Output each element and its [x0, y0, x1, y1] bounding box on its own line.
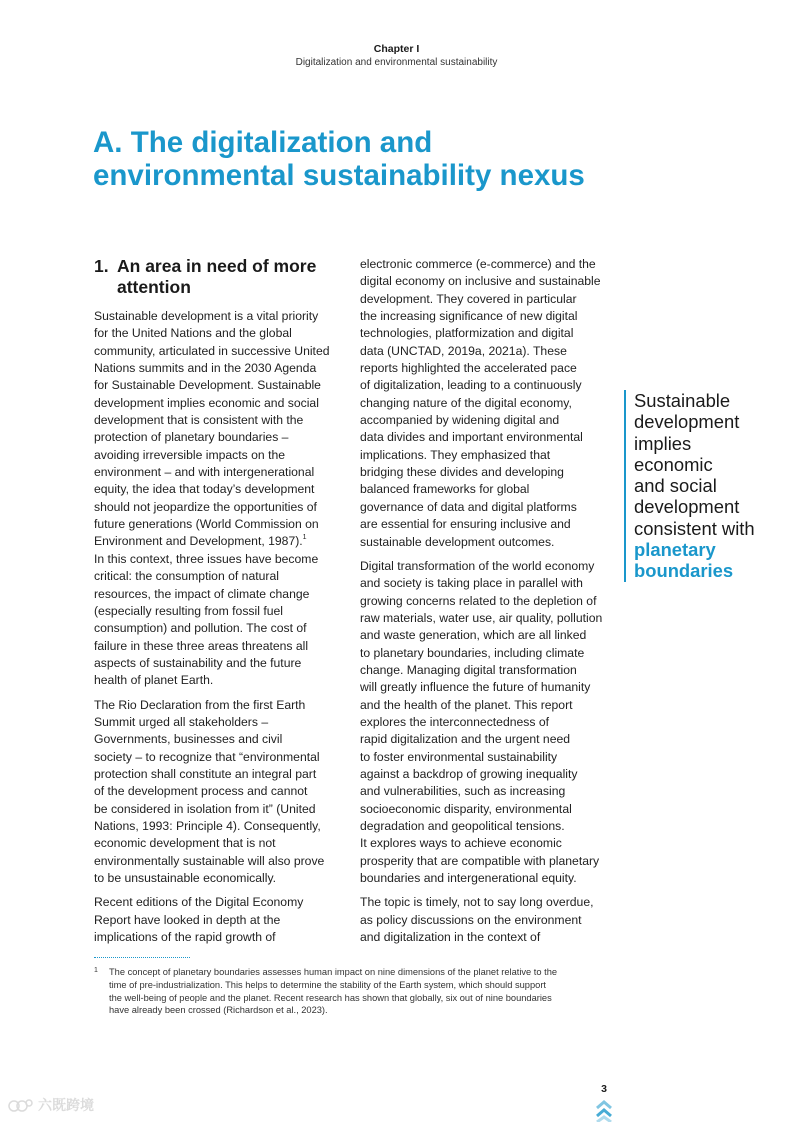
text-line: economic development that is not	[94, 836, 276, 851]
text-line: will greatly influence the future of humanity	[360, 680, 591, 695]
text-line: growing concerns related to the depletion of	[360, 593, 597, 608]
text-line: change. Managing digital transformation	[360, 662, 577, 677]
text-line: boundaries and intergenerational equity.	[360, 871, 577, 886]
text-line: governance of data and digital platforms	[360, 499, 577, 514]
text-line: Summit urged all stakeholders –	[94, 714, 269, 729]
text-line: environmentally sustainable will also prove	[94, 853, 325, 868]
text-line: avoiding irreversible impacts on the	[94, 447, 286, 462]
text-line: In this context, three issues have become	[94, 551, 319, 566]
text-line: development implies economic and social	[94, 395, 319, 410]
text-line: to planetary boundaries, including climate	[360, 645, 585, 660]
text-line: environment – and with intergenerational	[94, 465, 315, 480]
pull-quote-line: and social	[634, 475, 717, 497]
text-line: explores the interconnectedness of	[360, 714, 550, 729]
chapter-subtitle: Digitalization and environmental sustainability	[295, 57, 498, 68]
text-line: for the United Nations and the global	[94, 326, 292, 341]
running-header	[0, 42, 793, 70]
page-number: 3	[601, 1083, 607, 1095]
text-line: (especially resulting from fossil fuel	[94, 603, 283, 618]
subsection-heading-line: An area in need of more	[117, 256, 317, 276]
footnote-text	[109, 966, 557, 1017]
text-line: of digitalization, leading to a continuously	[360, 378, 582, 393]
text-line: digital economy on inclusive and sustainable	[360, 274, 601, 289]
pull-quote-line: development	[634, 411, 740, 433]
text-line: data (UNCTAD, 2019a, 2021a). These	[360, 343, 567, 358]
text-line: should not jeopardize the opportunities of	[94, 499, 317, 514]
text-line: critical: the consumption of natural	[94, 569, 279, 584]
paragraph	[360, 894, 608, 946]
text-line: are essential for ensuring inclusive and	[360, 517, 571, 532]
text-line: for Sustainable Development. Sustainable	[94, 378, 321, 393]
text-line: be considered in isolation from it” (United	[94, 801, 316, 816]
chapter-label: Chapter I	[373, 43, 420, 55]
text-line: protection shall constitute an integral part	[94, 766, 317, 781]
paragraph	[94, 894, 340, 946]
text-line: society – to recognize that “environmental	[94, 749, 320, 764]
text-line: failure in these three areas threatens all	[94, 638, 309, 653]
text-line: Governments, businesses and civil	[94, 732, 283, 747]
text-line: as policy discussions on the environment	[360, 912, 582, 927]
text-line: Report have looked in depth at the	[94, 912, 281, 927]
text-line: electronic commerce (e-commerce) and the	[360, 257, 596, 271]
subsection-heading-line: attention	[117, 277, 191, 297]
text-column-left	[94, 256, 340, 953]
text-line: raw materials, water use, air quality, pollution	[360, 610, 603, 625]
text-line: health of planet Earth.	[94, 673, 214, 688]
text-line: changing nature of the digital economy,	[360, 395, 572, 410]
pull-quote-line: economic	[634, 453, 713, 475]
text-line: balanced frameworks for global	[360, 482, 530, 497]
text-line-part: Environment and Development, 1987).	[94, 534, 303, 549]
text-line: implications. They emphasized that	[360, 447, 551, 462]
watermark-logo-icon	[8, 1097, 34, 1113]
text-line: sustainable development outcomes.	[360, 534, 555, 549]
footnote-line: The concept of planetary boundaries assesses human impact on nine dimensions of the planet relative to the	[109, 967, 558, 977]
text-line: against a backdrop of growing inequality	[360, 766, 578, 781]
footnote-divider	[94, 957, 190, 958]
pull-quote-line: Sustainable	[634, 390, 731, 411]
footnote	[94, 966, 606, 1017]
paragraph	[94, 308, 340, 690]
text-line: resources, the impact of climate change	[94, 586, 310, 601]
footnote-reference[interactable]: 1	[302, 534, 307, 542]
text-line: and waste generation, which are all linked	[360, 628, 587, 643]
text-line: data divides and important environmental	[360, 430, 583, 445]
paragraph	[94, 697, 340, 888]
text-line: and the health of the planet. This report	[360, 697, 573, 712]
section-title	[93, 126, 713, 192]
text-line: to foster environmental sustainability	[360, 749, 558, 764]
text-line: reports highlighted the accelerated pace	[360, 361, 577, 376]
pull-quote-emphasis: boundaries	[634, 560, 734, 582]
text-line: development. They covered in particular	[360, 291, 577, 306]
chevron-up-icon[interactable]	[594, 1098, 614, 1122]
text-line: consumption) and pollution. The cost of	[94, 621, 307, 636]
footnote-line: time of pre-industrialization. This helps to determine the stability of the Earth system, which should support	[109, 979, 546, 990]
text-line: and digitalization in the context of	[360, 930, 541, 945]
footnote-line: the well-being of people and the planet. Recent research has shown that globally, six out of nine boundaries	[109, 992, 552, 1003]
paragraph	[360, 558, 608, 888]
text-line: Nations summits and in the 2030 Agenda	[94, 361, 317, 376]
text-line: technologies, platformization and digital	[360, 326, 574, 341]
text-line: prosperity that are compatible with planetary	[360, 853, 600, 868]
text-line: aspects of sustainability and the future	[94, 655, 302, 670]
watermark	[8, 1095, 94, 1115]
text-line: socioeconomic disparity, environmental	[360, 801, 572, 816]
text-line: bridging these divides and developing	[360, 465, 564, 480]
text-line: protection of planetary boundaries –	[94, 430, 289, 445]
subsection-heading	[94, 256, 340, 298]
text-line: implications of the rapid growth of	[94, 930, 276, 945]
text-line: Recent editions of the Digital Economy	[94, 895, 304, 910]
pull-quote-line: implies	[634, 432, 692, 454]
text-line: to be unsustainable economically.	[94, 871, 277, 885]
text-line: Sustainable development is a vital priority	[94, 309, 319, 323]
text-line: future generations (World Commission on	[94, 517, 319, 532]
text-line: development that is consistent with the	[94, 413, 304, 428]
text-line: degradation and geopolitical tensions.	[360, 819, 565, 833]
subsection-number: 1.	[94, 256, 109, 276]
footnote-number: 1	[94, 967, 98, 974]
section-title-line: environmental sustainability nexus	[93, 159, 585, 192]
text-line: of the development process and cannot	[94, 784, 308, 799]
footnote-line: have already been crossed (Richardson et al., 2023).	[109, 1005, 328, 1016]
text-line: equity, the idea that today’s development	[94, 482, 315, 497]
text-line: The Rio Declaration from the first Earth	[94, 697, 306, 712]
text-line: the increasing significance of new digital	[360, 309, 578, 324]
pull-quote-emphasis: planetary	[634, 539, 716, 561]
pull-quote-line: consistent with	[634, 517, 755, 539]
text-line: accompanied by widening digital and	[360, 413, 560, 428]
text-column-right	[360, 256, 608, 953]
text-line: rapid digitalization and the urgent need	[360, 732, 571, 747]
watermark-text: 六既跨境	[38, 1097, 94, 1113]
pull-quote-line: development	[634, 496, 740, 518]
paragraph	[360, 256, 608, 551]
text-line: and society is taking place in parallel with	[360, 576, 583, 591]
text-line: Digital transformation of the world economy	[360, 558, 595, 573]
text-line: It explores ways to achieve economic	[360, 836, 562, 851]
section-title-line: A. The digitalization and	[93, 126, 433, 159]
text-line: Nations, 1993: Principle 4). Consequently,	[94, 818, 321, 833]
text-line: community, articulated in successive United	[94, 343, 330, 358]
text-line: and vulnerabilities, such as increasing	[360, 784, 566, 799]
pull-quote	[624, 390, 793, 582]
text-line: The topic is timely, not to say long overdue,	[360, 895, 594, 910]
text-line	[94, 533, 340, 550]
